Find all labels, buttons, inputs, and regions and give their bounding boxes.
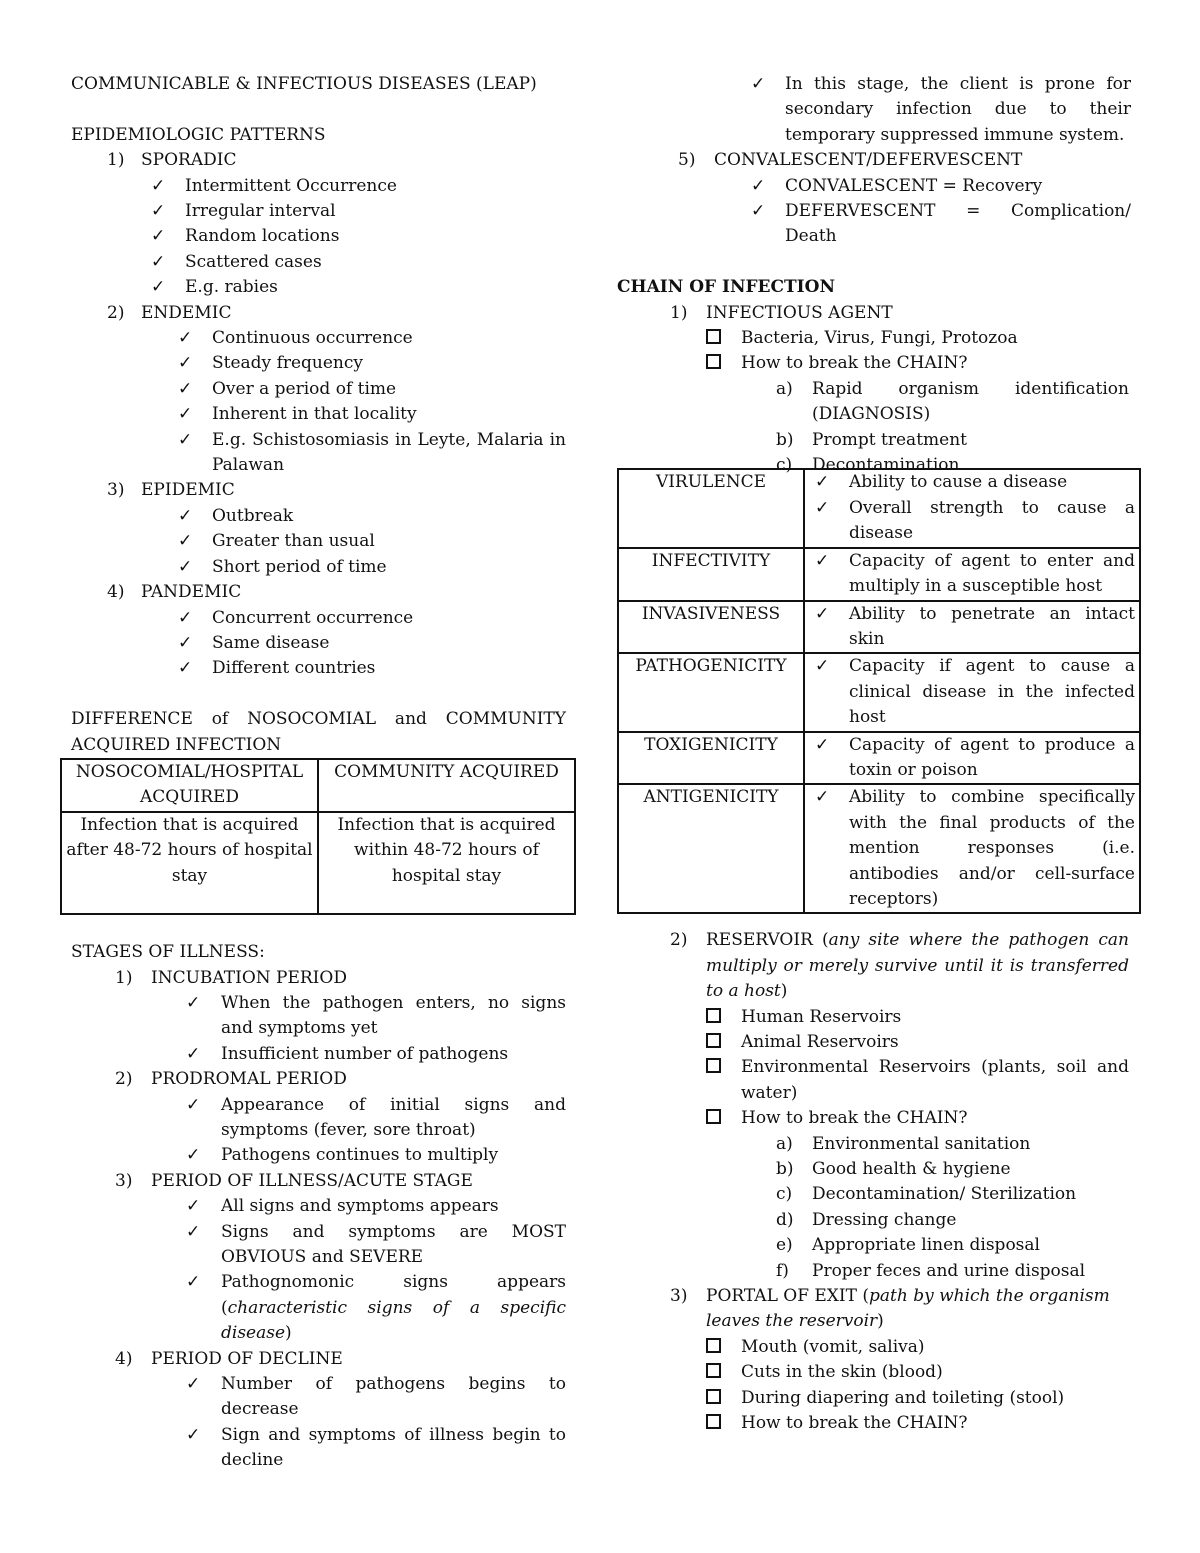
checkmark-icon: ✓	[815, 550, 830, 571]
checkbox-icon	[706, 354, 721, 369]
list-item: ✓ DEFERVESCENT = Complication/ Death	[751, 201, 1131, 247]
pattern-sporadic: 1) SPORADIC	[107, 150, 237, 171]
difference-table	[60, 758, 576, 915]
list-item: How to break the CHAIN?	[617, 351, 1129, 376]
left-column	[66, 72, 566, 1474]
checkmark-icon: ✓	[751, 201, 766, 222]
checkmark-icon: ✓	[186, 1272, 201, 1293]
checkbox-icon	[706, 1414, 721, 1429]
chain-portal-of-exit: 3) PORTAL OF EXIT (path by which the organism leaves the reservoir)	[670, 1286, 1110, 1332]
list-item: ✓ Outbreak	[71, 504, 566, 529]
checkmark-icon: ✓	[178, 531, 193, 552]
checkmark-icon: ✓	[151, 175, 166, 196]
checkbox-icon	[706, 1058, 721, 1073]
chain-heading: CHAIN OF INFECTION	[617, 277, 835, 298]
list-item: ✓ Continuous occurrence	[71, 326, 566, 351]
stages-heading: STAGES OF ILLNESS:	[71, 942, 265, 963]
list-item: Animal Reservoirs	[617, 1030, 1129, 1055]
difference-heading: DIFFERENCE of NOSOCOMIAL and COMMUNITY ACQUIRED INFECTION	[71, 709, 566, 755]
list-item: ✓ Same disease	[71, 631, 566, 656]
right-column	[617, 72, 1141, 1437]
list-item: ✓ Scattered cases	[71, 250, 566, 275]
checkmark-icon: ✓	[186, 992, 201, 1013]
chain-infectious-agent: 1) INFECTIOUS AGENT	[670, 302, 893, 323]
stage-incubation: 1) INCUBATION PERIOD	[115, 967, 347, 988]
list-item: ✓ Inherent in that locality	[71, 402, 566, 427]
checkmark-icon: ✓	[815, 472, 830, 493]
list-item: Mouth (vomit, saliva)	[617, 1335, 1141, 1360]
checkbox-icon	[706, 1008, 721, 1023]
checkmark-icon: ✓	[178, 353, 193, 374]
list-item: ✓ Irregular interval	[71, 199, 566, 224]
table-cell-community: Infection that is acquired within 48-72 hours of hospital stay	[318, 812, 575, 914]
stage-prodromal: 2) PRODROMAL PERIOD	[115, 1069, 347, 1090]
list-item: ✓ Sign and symptoms of illness begin to decline	[186, 1424, 566, 1471]
list-item: ✓ Intermittent Occurrence	[71, 174, 566, 199]
list-item: ✓ Short period of time	[71, 555, 566, 580]
chain-reservoir: 2) RESERVOIR (any site where the pathogen can multiply or merely survive until it is transferred to a host)	[670, 930, 1129, 1002]
checkmark-icon: ✓	[186, 1221, 201, 1242]
checkmark-icon: ✓	[751, 175, 766, 196]
list-item: d) Dressing change	[776, 1209, 957, 1230]
checkmark-icon: ✓	[178, 404, 193, 425]
list-item: ✓ E.g. Schistosomiasis in Leyte, Malaria in Palawan	[178, 429, 566, 476]
checkmark-icon: ✓	[815, 734, 830, 755]
list-item: How to break the CHAIN?	[617, 1106, 1129, 1131]
list-item: ✓ Random locations	[71, 224, 566, 249]
list-item: ✓ In this stage, the client is prone for secondary infection due to their temporary suppressed immune system.	[751, 74, 1131, 145]
table-row: TOXIGENICITY ✓ Capacity of agent to produce a toxin or poison	[618, 732, 1140, 785]
list-item: b) Good health & hygiene	[776, 1159, 1011, 1180]
checkmark-icon: ✓	[186, 1043, 201, 1064]
list-item: ✓ Signs and symptoms are MOST OBVIOUS and SEVERE	[186, 1221, 566, 1268]
list-item: a) Environmental sanitation	[776, 1133, 1031, 1154]
list-item: How to break the CHAIN?	[617, 1411, 1141, 1436]
list-item: e) Appropriate linen disposal	[776, 1235, 1040, 1256]
checkmark-icon: ✓	[178, 505, 193, 526]
table-row: ANTIGENICITY ✓ Ability to combine specifically with the final products of the mention responses (i.e. antibodies and/or cell-surface receptors)	[618, 784, 1140, 913]
list-item: ✓ Appearance of initial signs and symptoms (fever, sore throat)	[186, 1094, 566, 1140]
pattern-pandemic: 4) PANDEMIC	[107, 582, 242, 603]
checkbox-icon	[706, 1338, 721, 1353]
checkmark-icon: ✓	[178, 328, 193, 349]
checkmark-icon: ✓	[815, 603, 830, 624]
checkbox-icon	[706, 1109, 721, 1124]
checkmark-icon: ✓	[178, 607, 193, 628]
checkmark-icon: ✓	[178, 378, 193, 399]
list-item: c) Decontamination/ Sterilization	[776, 1184, 1077, 1205]
table-header-community: COMMUNITY ACQUIRED	[318, 759, 575, 812]
checkbox-icon	[706, 329, 721, 344]
checkmark-icon: ✓	[151, 201, 166, 222]
stage-illness: 3) PERIOD OF ILLNESS/ACUTE STAGE	[115, 1170, 473, 1191]
checkmark-icon: ✓	[178, 556, 193, 577]
list-item: c) Decontamination	[776, 455, 960, 476]
checkmark-icon: ✓	[751, 74, 766, 94]
table-row: INFECTIVITY ✓ Capacity of agent to enter and multiply in a susceptible host	[618, 548, 1140, 601]
checkmark-icon: ✓	[186, 1196, 201, 1217]
list-item: f) Proper feces and urine disposal	[776, 1260, 1086, 1281]
list-item: ✓ Over a period of time	[71, 377, 566, 402]
list-item: ✓ When the pathogen enters, no signs and symptoms yet	[186, 992, 566, 1039]
pattern-epidemic: 3) EPIDEMIC	[107, 480, 235, 501]
document-title: COMMUNICABLE & INFECTIOUS DISEASES (LEAP)	[71, 74, 537, 94]
checkmark-icon: ✓	[151, 226, 166, 247]
list-item: Bacteria, Virus, Fungi, Protozoa	[617, 326, 1129, 351]
table-row: VIRULENCE ✓ Ability to cause a disease ✓ Overall strength to cause a disease	[618, 469, 1140, 547]
checkmark-icon: ✓	[178, 429, 193, 450]
list-item: Human Reservoirs	[617, 1005, 1129, 1030]
list-item: Environmental Reservoirs (plants, soil and water)	[617, 1055, 1129, 1106]
checkbox-icon	[706, 1033, 721, 1048]
checkmark-icon: ✓	[815, 497, 830, 518]
list-item: ✓ Insufficient number of pathogens	[71, 1042, 566, 1067]
checkmark-icon: ✓	[815, 656, 830, 677]
checkmark-icon: ✓	[151, 277, 166, 298]
stage-convalescent: 5) CONVALESCENT/DEFERVESCENT	[678, 150, 1023, 171]
epi-heading: EPIDEMIOLOGIC PATTERNS	[71, 124, 326, 145]
list-item: ✓ Concurrent occurrence	[71, 606, 566, 631]
checkbox-icon	[706, 1363, 721, 1378]
list-item: ✓ All signs and symptoms appears	[71, 1194, 566, 1219]
checkmark-icon: ✓	[186, 1145, 201, 1166]
agent-properties-table	[617, 468, 1141, 914]
pattern-endemic: 2) ENDEMIC	[107, 302, 232, 323]
list-item: ✓ Pathogens continues to multiply	[71, 1143, 566, 1168]
list-item: a) Rapid organism identification (DIAGNOSIS)	[776, 378, 1129, 425]
list-item: ✓ E.g. rabies	[71, 275, 566, 300]
checkmark-icon: ✓	[178, 658, 193, 679]
list-item: ✓ Steady frequency	[71, 351, 566, 376]
checkbox-icon	[706, 1389, 721, 1404]
checkmark-icon: ✓	[186, 1374, 201, 1395]
list-item: b) Prompt treatment	[776, 429, 967, 450]
table-cell-nosocomial: Infection that is acquired after 48-72 hours of hospital stay	[61, 812, 318, 914]
list-item: ✓ Pathognomonic signs appears (characteristic signs of a specific disease)	[186, 1272, 566, 1344]
table-row: INVASIVENESS ✓ Ability to penetrate an intact skin	[618, 601, 1140, 654]
list-item: ✓ Different countries	[71, 656, 566, 681]
checkmark-icon: ✓	[151, 251, 166, 272]
checkmark-icon: ✓	[815, 787, 830, 808]
checkmark-icon: ✓	[186, 1424, 201, 1445]
table-header-nosocomial: NOSOCOMIAL/HOSPITAL ACQUIRED	[61, 759, 318, 812]
list-item: During diapering and toileting (stool)	[617, 1386, 1141, 1411]
checkmark-icon: ✓	[186, 1094, 201, 1115]
list-item: ✓ CONVALESCENT = Recovery	[617, 174, 1131, 199]
checkmark-icon: ✓	[178, 632, 193, 653]
list-item: ✓ Number of pathogens begins to decrease	[186, 1374, 566, 1420]
list-item: Cuts in the skin (blood)	[617, 1360, 1141, 1385]
list-item: ✓ Greater than usual	[71, 529, 566, 554]
stage-decline: 4) PERIOD OF DECLINE	[115, 1348, 343, 1369]
table-row: PATHOGENICITY ✓ Capacity if agent to cause a clinical disease in the infected host	[618, 653, 1140, 731]
